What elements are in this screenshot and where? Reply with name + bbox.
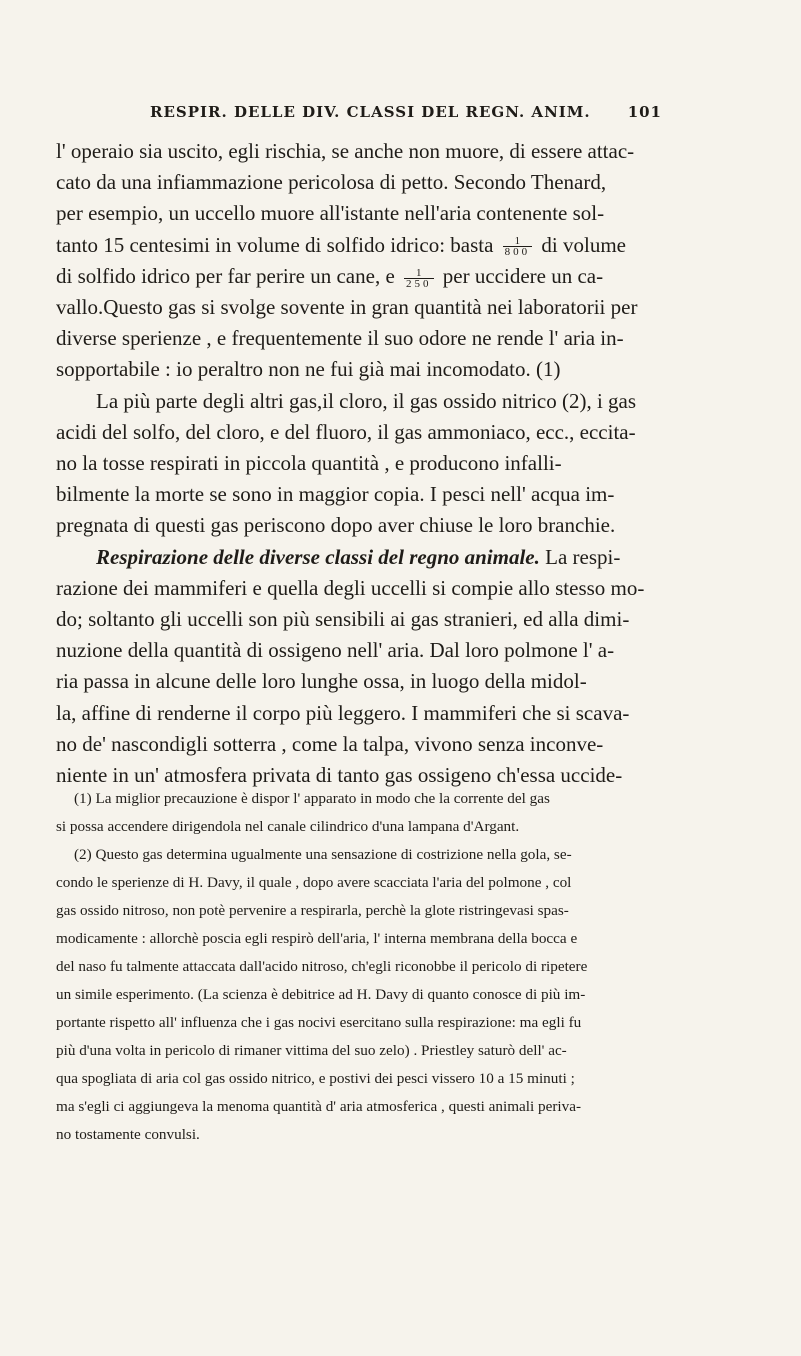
fraction-numerator: 1 xyxy=(503,236,533,247)
text-line: nuzione della quantità di ossigeno nell' aria. Dal loro polmone l' a- xyxy=(56,638,615,663)
footnote-line: più d'una volta in pericolo di rimaner vittima del suo zelo) . Priestley saturò dell' ac- xyxy=(56,1042,567,1059)
text-fragment: di volume xyxy=(541,232,626,257)
text-line: per esempio, un uccello muore all'istante nell'aria contenente sol- xyxy=(56,201,605,226)
footnote-line: condo le sperienze di H. Davy, il quale , dopo avere scacciata l'aria del polmone , col xyxy=(56,874,572,891)
text-line: no la tosse respirati in piccola quantità , e producono infalli- xyxy=(56,451,562,476)
text-line: diverse sperienze , e frequentemente il suo odore ne rende l' aria in- xyxy=(56,326,624,351)
page-number: 101 xyxy=(627,103,662,121)
footnote-line: qua spogliata di aria col gas ossido nitrico, e postivi dei pesci vissero 10 a 15 minuti ; xyxy=(56,1070,575,1087)
text-line: acidi del solfo, del cloro, e del fluoro, il gas ammoniaco, ecc., eccita- xyxy=(56,419,636,444)
text-line: niente in un' atmosfera privata di tanto gas ossigeno ch'essa uccide- xyxy=(56,763,623,788)
text-line: vallo.Questo gas si svolge sovente in gran quantità nei laboratorii per xyxy=(56,295,638,320)
footnote-2: (2) Questo gas determina ugualmente una sensazione di costrizione nella gola, se- xyxy=(74,846,572,863)
section-line xyxy=(56,542,746,573)
text-fragment: di solfido idrico per far perire un cane, e xyxy=(56,263,395,288)
fraction-numerator: 1 xyxy=(404,268,434,279)
text-line: l' operaio sia uscito, egli rischia, se anche non muore, di essere attac- xyxy=(56,139,635,163)
text-fragment: tanto 15 centesimi in volume di solfido idrico: basta xyxy=(56,232,494,257)
footnote-line: portante rispetto all' influenza che i gas nocivi esercitano sulla respirazione: ma egli fu xyxy=(56,1014,582,1031)
text-line: no de' nascondigli sotterra , come la talpa, vivono senza inconve- xyxy=(56,731,604,756)
text-line: la, affine di renderne il corpo più leggero. I mammiferi che si scava- xyxy=(56,700,630,725)
footnote-line: gas ossido nitroso, non potè pervenire a respirarla, perchè la glote ristringevasi spas- xyxy=(56,902,569,919)
footnote-line: ma s'egli ci aggiungeva la menoma quantità d' aria atmosferica , questi animali periva- xyxy=(56,1098,582,1115)
section-heading: Respirazione delle diverse classi del regno animale. xyxy=(96,544,540,569)
footnote-line: si possa accendere dirigendola nel canale cilindrico d'una lampana d'Argant. xyxy=(56,818,520,835)
text-fragment: La respi- xyxy=(545,544,621,569)
fraction-denominator: 250 xyxy=(406,277,432,290)
main-text xyxy=(56,136,746,791)
footnotes xyxy=(56,785,746,1149)
footnote-line: un simile esperimento. (La scienza è debitrice ad H. Davy di quanto conosce di più im- xyxy=(56,986,586,1003)
text-line: bilmente la morte se sono in maggior copia. I pesci nell' acqua im- xyxy=(56,482,615,507)
text-line: do; soltanto gli uccelli son più sensibili ai gas stranieri, ed alla dimi- xyxy=(56,607,630,632)
footnote-line: modicamente : allorchè poscia egli respirò dell'aria, l' interna membrana della bocca e xyxy=(56,930,578,947)
running-title: RESPIR. DELLE DIV. CLASSI DEL REGN. ANIM. xyxy=(150,103,591,121)
footnote-1: (1) La miglior precauzione è dispor l' apparato in modo che la corrente del gas xyxy=(74,790,550,807)
text-line: pregnata di questi gas periscono dopo aver chiuse le loro branchie. xyxy=(56,513,616,538)
text-line: cato da una infiammazione pericolosa di petto. Secondo Thenard, xyxy=(56,170,607,195)
running-header xyxy=(150,103,662,121)
paragraph-start: La più parte degli altri gas,il cloro, il gas ossido nitrico (2), i gas xyxy=(96,388,637,413)
text-line xyxy=(56,230,746,261)
text-line: ria passa in alcune delle loro lunghe ossa, in luogo della midol- xyxy=(56,669,587,694)
fraction-denominator: 800 xyxy=(504,246,531,259)
footnote-line: no tostamente convulsi. xyxy=(56,1126,200,1143)
fraction xyxy=(503,236,533,257)
text-line: razione dei mammiferi e quella degli uccelli si compie allo stesso mo- xyxy=(56,575,645,600)
text-line: sopportabile : io peraltro non ne fui già mai incomodato. (1) xyxy=(56,357,561,382)
text-line xyxy=(56,261,746,292)
text-fragment: per uccidere un ca- xyxy=(442,263,604,288)
footnote-line: del naso fu talmente attaccata dall'acido nitroso, ch'egli riconobbe il pericolo di ripetere xyxy=(56,958,588,975)
fraction xyxy=(404,268,434,289)
